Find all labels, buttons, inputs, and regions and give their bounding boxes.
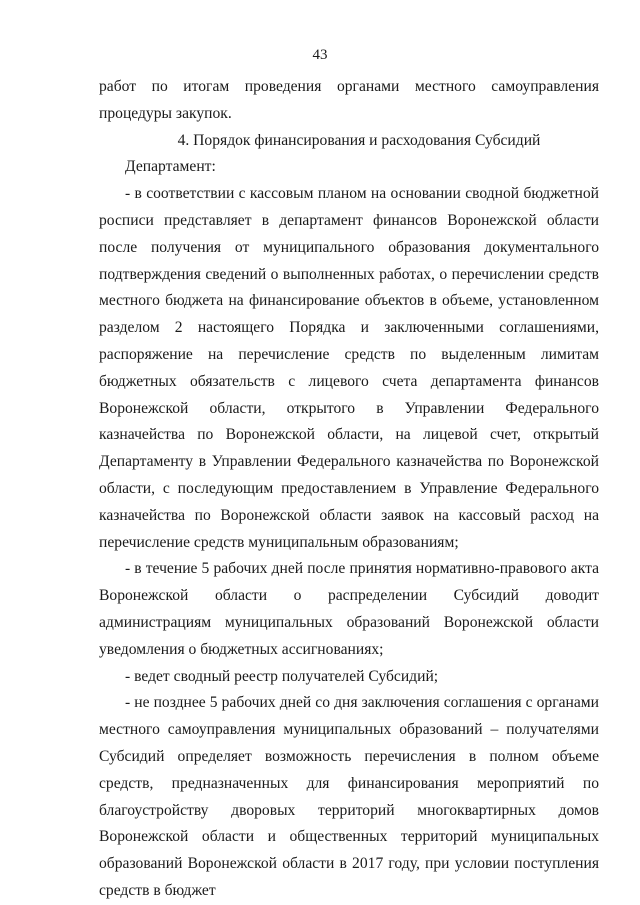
subject-paragraph: Департамент: [125, 158, 216, 176]
document-body [99, 74, 599, 905]
list-item: - ведет сводный реестр получателей Субсидий; [125, 667, 439, 685]
page-number: 43 [312, 47, 328, 63]
continuation-paragraph: работ по итогам проведения органами местного самоуправления процедуры закупок. [99, 78, 599, 122]
list-item: - в соответствии с кассовым планом на основании сводной бюджетной росписи представляет в департамент финансов Воронежской области после получения от муниципального образования документального подтверждения сведений о выполненных работах, о перечислении средств местного бюджета на финансирование объектов в объеме, установленном разделом 2 настоящего Порядка и заключенными соглашениями, распоряжение на перечисление средств по выделенным лимитам бюджетных обязательств с лицевого счета департамента финансов Воронежской области, открытого в Управлении Федерального казначейства по Воронежской области, на лицевой счет, открытый Департаменту в Управлении Федерального казначейства по Воронежской области, с последующим предоставлением в Управление Федерального казначейства по Воронежской области заявок на кассовый расход на перечисление средств муниципальным образованиям; [99, 185, 599, 551]
list-item: - не позднее 5 рабочих дней со дня заключения соглашения с органами местного самоуправления муниципальных образований – получателями Субсидий определяет возможность перечисления в полном объеме средств, предназначенных для финансирования мероприятий по благоустройству дворовых территорий многоквартирных домов Воронежской области и общественных территорий муниципальных образований Воронежской области в 2017 году, при условии поступления средств в бюджет [99, 694, 599, 899]
list-item: - в течение 5 рабочих дней после принятия нормативно-правового акта Воронежской области о распределении Субсидий доводит администрациям муниципальных образований Воронежской области уведомления о бюджетных ассигнованиях; [99, 560, 599, 658]
section-heading: 4. Порядок финансирования и расходования Субсидий [177, 131, 541, 149]
